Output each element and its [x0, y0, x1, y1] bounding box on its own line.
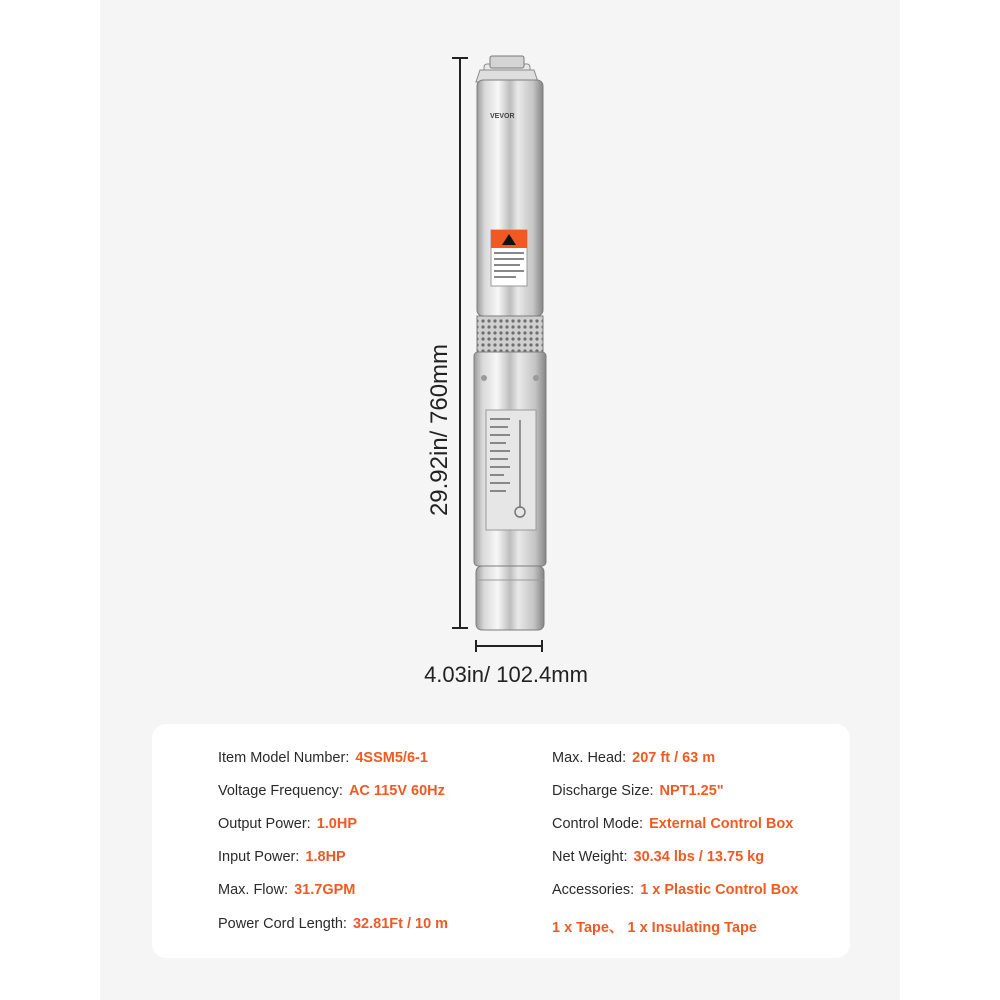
warning-label — [491, 230, 527, 286]
spec-control-mode — [552, 816, 793, 832]
spec-label: Item Model Number: — [218, 750, 350, 766]
spec-discharge-size — [552, 783, 724, 799]
spec-value: NPT1.25" — [659, 783, 724, 799]
height-dimension-label: 29.92in/ 760mm — [426, 343, 453, 517]
spec-value: 207 ft / 63 m — [632, 750, 716, 766]
screw-icon — [481, 375, 487, 381]
width-dimension-line — [476, 640, 542, 652]
spec-power-cord-length — [218, 916, 448, 932]
spec-label: Output Power: — [218, 816, 311, 832]
spec-accessories — [552, 882, 798, 898]
spec-net-weight — [552, 849, 764, 865]
spec-value: 1 x Plastic Control Box — [640, 882, 799, 898]
spec-value: 4SSM5/6-1 — [355, 750, 428, 766]
specs-card — [152, 724, 850, 958]
spec-label: Accessories: — [552, 882, 635, 898]
spec-input-power — [218, 849, 346, 865]
spec-label: Input Power: — [218, 849, 300, 865]
brand-mark: VEVOR — [490, 113, 515, 120]
spec-value: 1.0HP — [316, 816, 357, 832]
spec-value: 31.7GPM — [294, 882, 356, 898]
pump-bottom-cap — [476, 566, 544, 630]
screw-icon — [533, 375, 539, 381]
width-dimension-label: 4.03in/ 102.4mm — [424, 662, 588, 687]
motor-nameplate — [486, 410, 536, 530]
spec-label: Net Weight: — [552, 849, 628, 865]
spec-value: AC 115V 60Hz — [348, 783, 445, 799]
spec-max-head — [552, 750, 715, 766]
height-dimension-line — [452, 58, 468, 628]
spec-label: Max. Flow: — [218, 882, 289, 898]
spec-label: Discharge Size: — [552, 783, 654, 799]
spec-accessories-continued — [552, 916, 757, 937]
spec-voltage-frequency — [218, 783, 445, 799]
spec-max-flow — [218, 882, 355, 898]
spec-label: Control Mode: — [552, 816, 644, 832]
spec-value: External Control Box — [649, 816, 794, 832]
spec-value: 1 x Tape、 1 x Insulating Tape — [552, 920, 757, 936]
spec-value: 1.8HP — [305, 849, 346, 865]
spec-value: 30.34 lbs / 13.75 kg — [633, 849, 765, 865]
spec-output-power — [218, 816, 357, 832]
spec-label: Voltage Frequency: — [218, 783, 343, 799]
spec-value: 32.81Ft / 10 m — [352, 916, 449, 932]
intake-screen — [477, 316, 543, 356]
discharge-fitting — [476, 56, 538, 82]
spec-item-model — [218, 750, 428, 766]
spec-label: Power Cord Length: — [218, 916, 347, 932]
spec-label: Max. Head: — [552, 750, 627, 766]
